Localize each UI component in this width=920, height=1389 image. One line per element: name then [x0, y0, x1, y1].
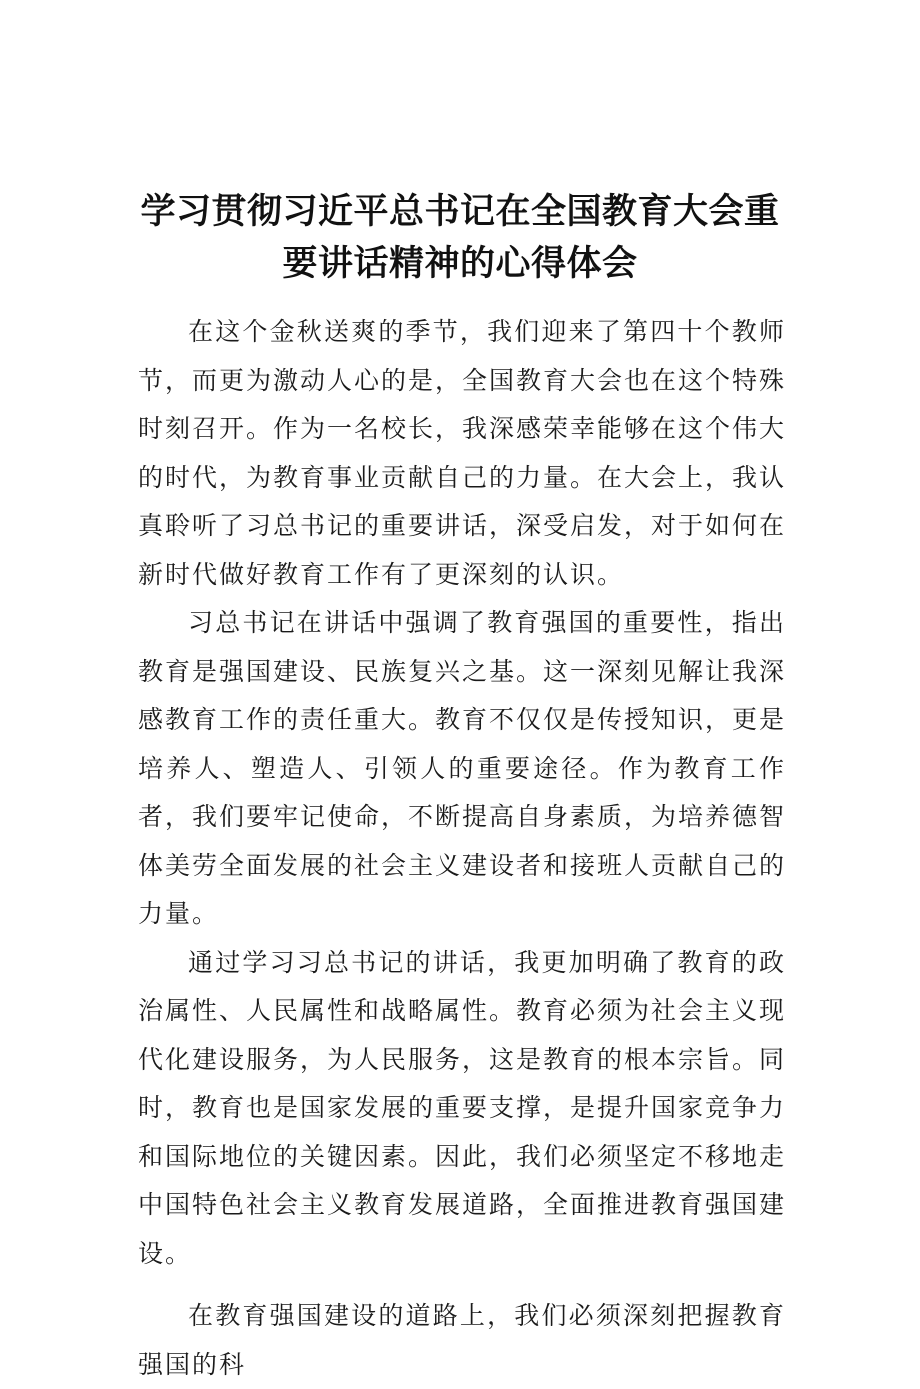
document-title: [120, 186, 800, 290]
paragraph-2: 习总书记在讲话中强调了教育强国的重要性，指出教育是强国建设、民族复兴之基。这一深刻见解让我深感教育工作的责任重大。教育不仅仅是传授知识，更是培养人、塑造人、引领人的重要途径。作为教育工作者，我们要牢记使命，不断提高自身素质，为培养德智体美劳全面发展的社会主义建设者和接班人贡献自己的力量。: [138, 608, 787, 928]
document-body: [138, 308, 786, 1389]
paragraph-1: 在这个金秋送爽的季节，我们迎来了第四十个教师节，而更为激动人心的是，全国教育大会也在这个特殊时刻召开。作为一名校长，我深感荣幸能够在这个伟大的时代，为教育事业贡献自己的力量。在大会上，我认真聆听了习总书记的重要讲话，深受启发，对于如何在新时代做好教育工作有了更深刻的认识。: [138, 317, 787, 589]
title-line-1: 学习贯彻习近平总书记在全国教育大会重: [140, 192, 780, 233]
paragraph-3: 通过学习习总书记的讲话，我更加明确了教育的政治属性、人民属性和战略属性。教育必须为社会主义现代化建设服务，为人民服务，这是教育的根本宗旨。同时，教育也是国家发展的重要支撑，是提升国家竞争力和国际地位的关键因素。因此，我们必须坚定不移地走中国特色社会主义教育发展道路，全面推进教育强国建设。: [138, 947, 787, 1268]
title-line-2: 要讲话精神的心得体会: [282, 244, 638, 285]
paragraph-4: 在教育强国建设的道路上，我们必须深刻把握教育强国的科: [138, 1301, 786, 1379]
